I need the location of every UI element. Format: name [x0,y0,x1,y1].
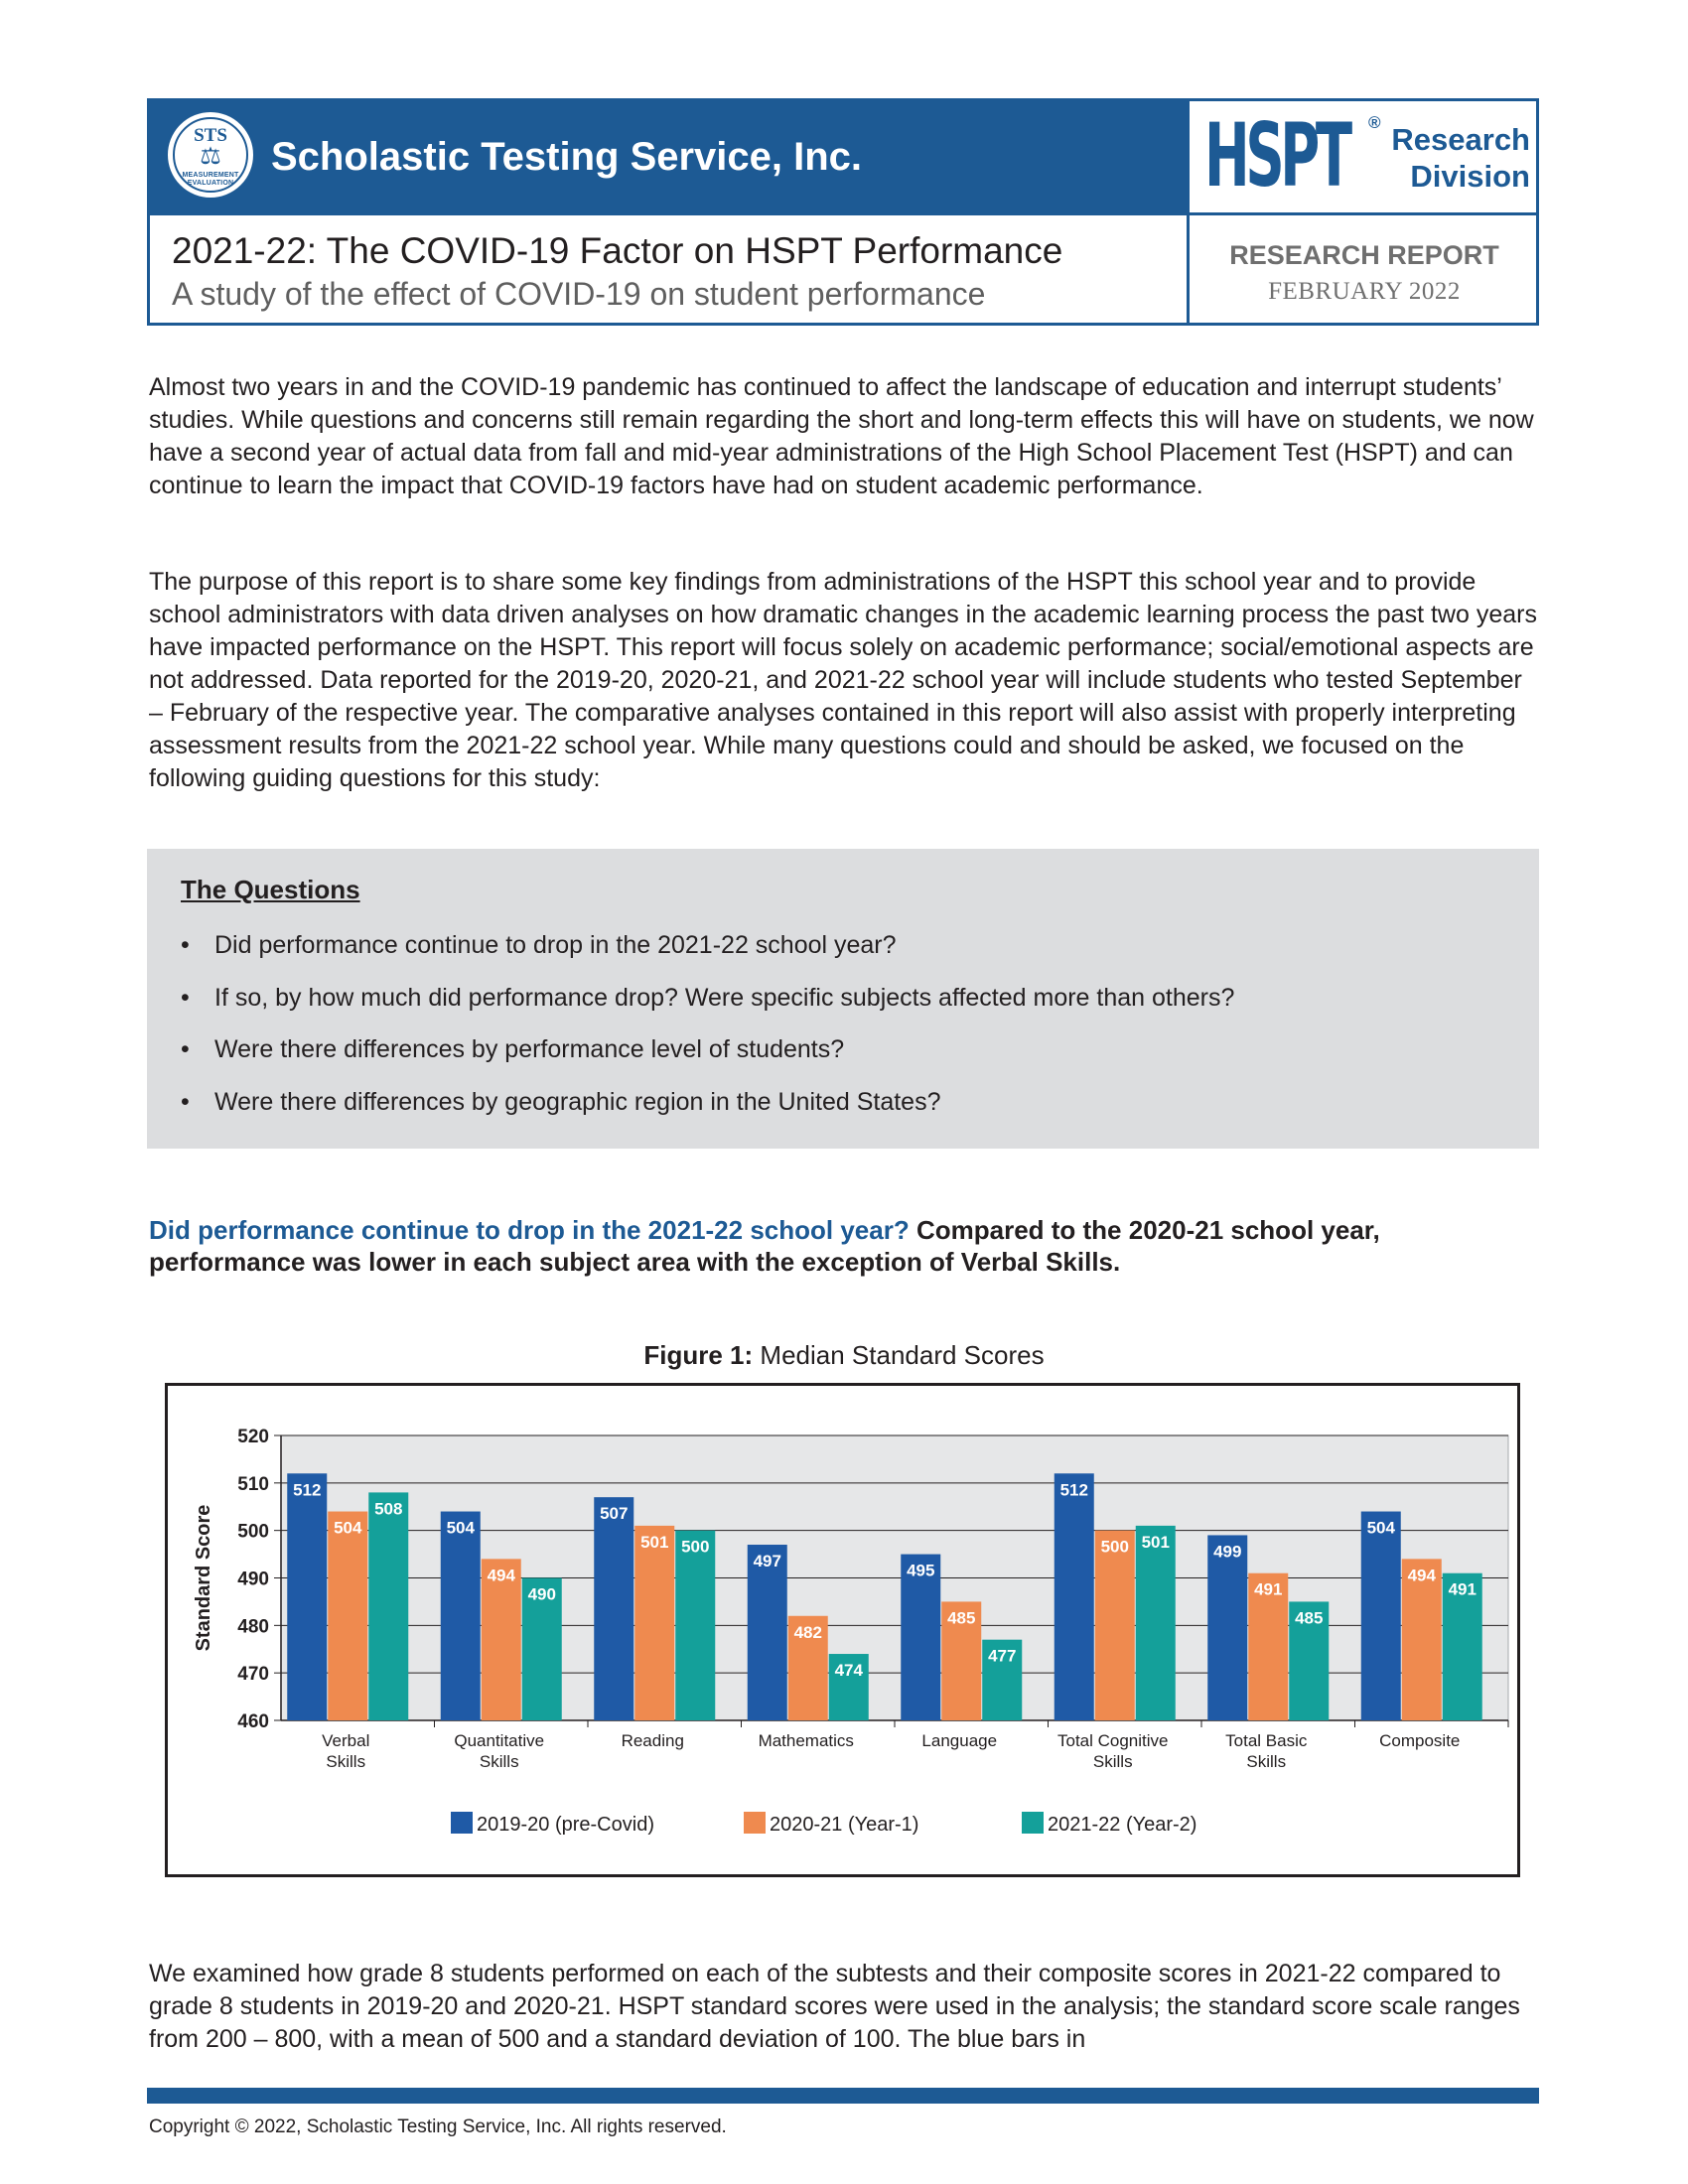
x-tick-label: Skills [479,1752,519,1771]
bar-value-label: 494 [1407,1566,1436,1585]
bar-value-label: 504 [334,1518,362,1538]
bar [441,1512,481,1720]
bar [328,1512,367,1720]
legend-swatch [451,1812,473,1834]
footer-rule [147,2088,1539,2104]
legend-swatch [1022,1812,1044,1834]
bar-value-label: 474 [834,1661,863,1681]
bar-value-label: 497 [753,1552,781,1571]
bar-value-label: 485 [947,1608,976,1628]
question-text: Were there differences by geographic region in the United States? [214,1087,941,1116]
report-title: 2021-22: The COVID-19 Factor on HSPT Performance [172,230,1063,271]
x-tick-label: Composite [1379,1731,1461,1750]
report-subtitle: A study of the effect of COVID-19 on student performance [172,276,986,312]
figure-caption-text: Median Standard Scores [760,1340,1045,1370]
question-item [181,1034,1234,1087]
y-tick-label: 470 [237,1664,269,1686]
legend-label: 2020-21 (Year-1) [770,1814,919,1836]
legend-label: 2019-20 (pre-Covid) [477,1814,654,1836]
bar-value-label: 508 [374,1499,403,1519]
x-tick-label: Total Basic [1225,1731,1308,1750]
bar-chart [168,1386,1517,1874]
question-text: If so, by how much did performance drop? Were specific subjects affected more than others? [214,983,1235,1012]
bullet-icon: • [181,1087,190,1116]
bar-value-label: 494 [487,1566,515,1585]
questions-box [147,849,1539,1149]
x-tick-label: Skills [326,1752,366,1771]
bar [594,1497,633,1720]
bar [1136,1526,1176,1720]
bar-value-label: 512 [1059,1480,1088,1500]
bar-value-label: 495 [907,1561,935,1580]
question-item [181,930,1234,983]
bar [1055,1473,1094,1720]
bar-value-label: 500 [1100,1537,1129,1557]
bar-value-label: 485 [1295,1608,1324,1628]
scholar-figure-icon: ⚖ [200,143,221,170]
figure-caption [149,1340,1539,1371]
y-tick-label: 520 [237,1427,269,1447]
bar [675,1531,715,1720]
bullet-icon: • [181,983,190,1012]
header-divider-horizontal [150,212,1536,215]
bar [1361,1512,1401,1720]
bar-value-label: 507 [600,1504,629,1524]
report-header [147,98,1539,326]
header-divider-vertical [1187,101,1190,323]
hspt-logo: HSPT [1204,104,1348,206]
figure-label: Figure 1: [643,1340,754,1370]
report-type: RESEARCH REPORT [1229,240,1499,270]
bar-value-label: 491 [1254,1579,1283,1599]
y-tick-label: 500 [237,1521,269,1543]
question-item [181,1087,1234,1140]
bar-value-label: 512 [293,1480,322,1500]
closing-paragraph: We examined how grade 8 students performed on each of the subtests and their composite scores in 2021-22 compared to grade 8 students in 2019-20 and 2020-21. HSPT standard scores were used in the analysis; the standard score scale ranges from 200 – 800, with a mean of 500 and a standard deviation of 100. The blue bars in [149,1960,1520,2053]
bar-value-label: 500 [681,1537,710,1557]
bar [1207,1535,1247,1720]
question-text: Were there differences by performance level of students? [214,1035,845,1063]
copyright: Copyright © 2022, Scholastic Testing Service, Inc. All rights reserved. [149,2116,727,2137]
y-tick-label: 510 [237,1473,269,1495]
bar-value-label: 477 [988,1646,1017,1666]
finding-answer: Compared to the 2020-21 school year, performance was lower in each subject area with the exception of Verbal Skills. [149,1215,1380,1277]
y-tick-label: 480 [237,1616,269,1638]
registered-mark: ® [1368,113,1381,132]
logo-text: STS [194,125,227,146]
x-tick-label: Total Cognitive [1056,1731,1169,1750]
bar-value-label: 501 [640,1532,669,1552]
questions-list [181,930,1234,1139]
report-date: FEBRUARY 2022 [1268,278,1461,305]
header-band [150,101,1187,212]
bar [287,1473,327,1720]
chart-frame [165,1383,1520,1877]
intro-paragraph-2: The purpose of this report is to share some key findings from administrations of the HSPT this school year and to provide school administrators with data driven analyses on how dramatic changes in the academic learning process the past two years have impacted performance on the HSPT. This report will focus solely on academic performance; social/emotional aspects are not addressed. Data reported for the 2019-20, 2020-21, and 2021-22 school year will include students who tested September – February of the respective year. The comparative analyses contained in this report will also assist with properly interpreting assessment results from the 2021-22 school year. While many questions could and should be asked, we focused on the following guiding questions for this study: [149,568,1537,792]
x-tick-label: Language [921,1731,998,1750]
research-division: Research Division [1391,122,1530,194]
bar-value-label: 504 [1366,1518,1395,1538]
x-tick-label: Skills [1246,1752,1287,1771]
x-tick-label: Reading [621,1731,684,1750]
bullet-icon: • [181,1035,190,1063]
bar [1095,1531,1135,1720]
bar-value-label: 490 [527,1584,556,1604]
logo-subtext: MEASUREMENT EVALUATION [182,172,239,187]
question-item [181,983,1234,1035]
questions-heading: The Questions [181,875,360,904]
finding-statement [149,1214,1539,1278]
y-tick-label: 460 [237,1711,269,1732]
bar [634,1526,674,1720]
bullet-icon: • [181,931,190,959]
x-tick-label: Skills [1092,1752,1133,1771]
bar-value-label: 482 [793,1622,822,1642]
question-text: Did performance continue to drop in the 2021-22 school year? [214,931,897,959]
y-tick-label: 490 [237,1569,269,1590]
intro-paragraph-1: Almost two years in and the COVID-19 pandemic has continued to affect the landscape of education and interrupt students’ studies. While questions and concerns still remain regarding the short and long-term effects this will have on students, we now have a second year of actual data from fall and mid-year administrations of the High School Placement Test (HSPT) and can continue to learn the impact that COVID-19 factors have had on student academic performance. [149,373,1534,499]
bar-value-label: 499 [1213,1542,1242,1562]
company-name: Scholastic Testing Service, Inc. [271,135,863,179]
y-axis-label: Standard Score [193,1504,214,1652]
x-tick-label: Verbal [322,1731,370,1750]
bar-value-label: 504 [446,1518,475,1538]
finding-question: Did performance continue to drop in the 2021-22 school year? [149,1215,910,1245]
bar [368,1492,408,1720]
x-tick-label: Mathematics [758,1731,854,1750]
x-tick-label: Quantitative [454,1731,545,1750]
bar-value-label: 501 [1141,1532,1170,1552]
bar [748,1545,787,1720]
legend-label: 2021-22 (Year-2) [1048,1814,1197,1836]
legend-swatch [744,1812,766,1834]
sts-logo [165,109,256,201]
bar-value-label: 491 [1448,1579,1477,1599]
